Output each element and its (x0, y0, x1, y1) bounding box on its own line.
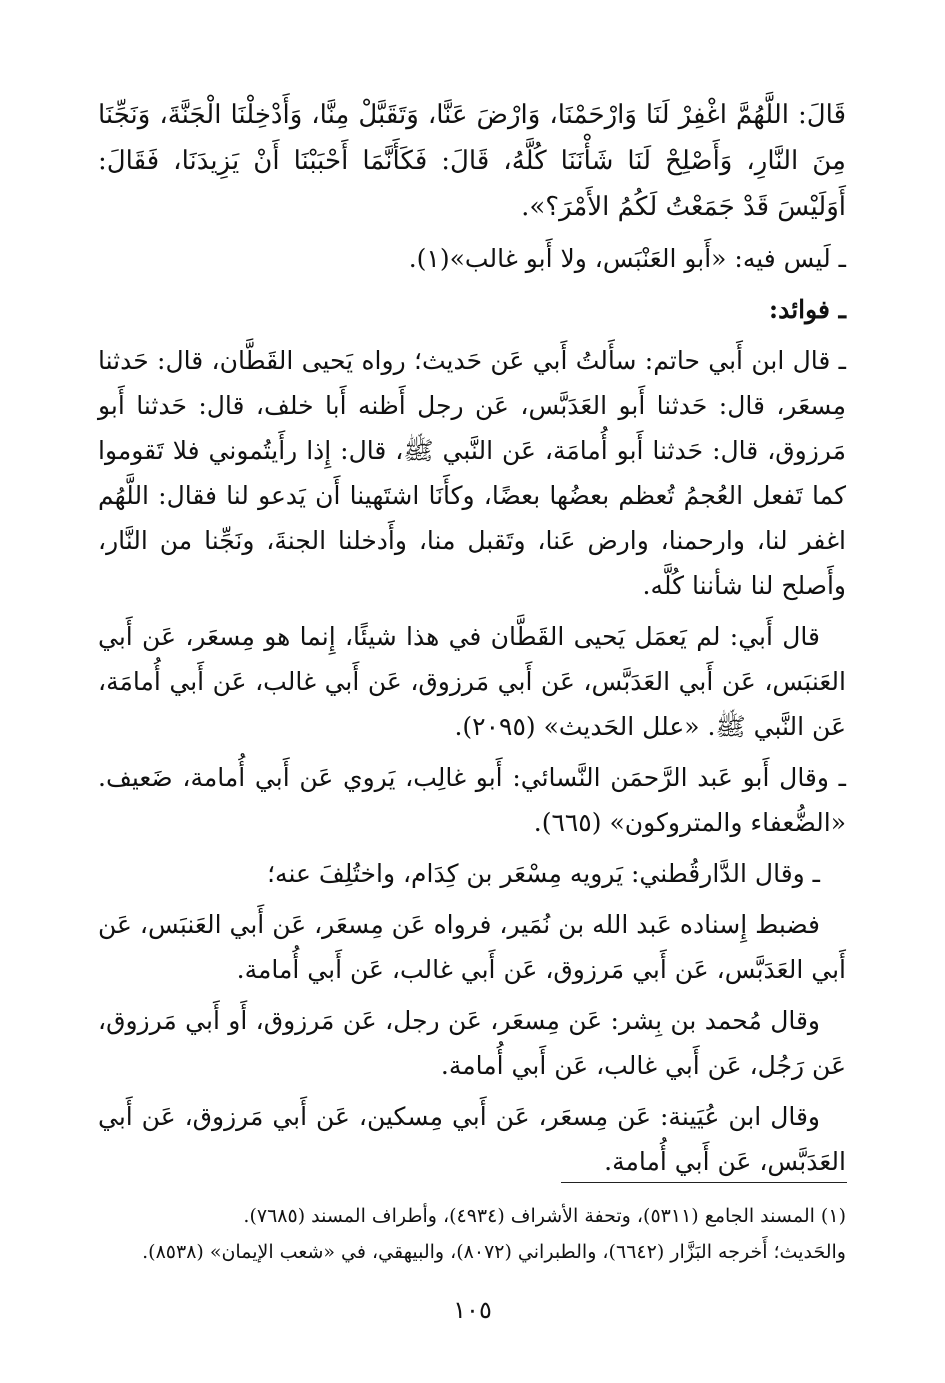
page-body (98, 92, 846, 1190)
hadith-text: قَالَ: اللَّهُمَّ اغْفِرْ لَنَا وَارْحَمْنَا، وَارْضَ عَنَّا، وَتَقَبَّلْ مِنَّا، وَأَدْخِلْنَا الْجَنَّةَ، وَنَجِّنَا مِنَ النَّارِ، وَأَصْلِحْ لَنَا شَأْنَنَا كُلَّهُ، قَالَ: فَكَأَنَّمَا أَحْبَبْنَا أَنْ يَزِيدَنَا، فَقَالَ: أَوَلَيْسَ قَدْ جَمَعْتُ لَكُمُ الأَمْرَ؟». (98, 100, 846, 222)
footnote-2: والحَديث؛ أَخرجه البَزَّار (٦٦٤٢)، والطبراني (٨٠٧٢)، والبيهقي، في «شعب الإيمان» (٨٥٣٨). (142, 1241, 846, 1263)
page-number: ١٠٥ (453, 1296, 492, 1324)
footnote-divider (561, 1182, 847, 1183)
paragraph-nasai: ـ وقال أَبو عَبد الرَّحمَن النَّسائي: أَبو غالِب، يَروي عَن أَبي أُمامة، ضَعيف. «الضُّعفاء والمتروكون» (٦٦٥). (98, 763, 846, 837)
paragraph-ibn-abi-hatim: ـ قال ابن أَبي حاتم: سأَلتُ أَبي عَن حَديث؛ رواه يَحيى القَطَّان، قال: حَدثنا مِسعَر، قال: حَدثنا أَبو العَدَبَّس، عَن رجل أَظنه أَبا خلف، قال: حَدثنا أَبو مَرزوق، قال: حَدثنا أَبو أُمامَة، عَن النَّبي ﷺ، قال: إِذا رأَيتُموني فلا تَقوموا كما تَفعل العُجمُ تُعظم بعضُها بعضًا، وكأَنَا اشتَهينا أَن يَدعو لنا فقال: اللَّهُم اغفر لنا، وارحمنا، وارض عَنا، وتَقبل منا، وأَدخلنا الجنةَ، ونَجِّنا من النَّار، وأَصلح لنا شأننا كُلَّه. (98, 346, 846, 600)
paragraph-abi-said: قال أَبي: لم يَعمَل يَحيى القَطَّان في هذا شيئًا، إِنما هو مِسعَر، عَن أَبي العَنبَس، عَن أَبي العَدَبَّس، عَن أَبي مَرزوق، عَن أَبي غالب، عَن أَبي أُمامَة، عَن النَّبي ﷺ. «علل الحَديث» (٢٠٩٥). (98, 622, 846, 741)
note-not-in-it: ـ لَيس فيه: «أَبو العَنْبَس، ولا أَبو غالب»(١). (408, 244, 846, 273)
paragraph-ibn-numayr: فضبط إِسناده عَبد الله بن نُمَير، فرواه عَن مِسعَر، عَن أَبي العَنبَس، عَن أَبي العَدَبَّس، عَن أَبي مَرزوق، عَن أَبي غالب، عَن أَبي أُمامة. (98, 910, 846, 984)
paragraph-muhammad-ibn-bishr: وقال مُحمد بن بِشر: عَن مِسعَر، عَن رجل، عَن مَرزوق، أَو أَبي مَرزوق، عَن رَجُل، عَن أَبي غالب، عَن أَبي أُمامة. (98, 1006, 846, 1080)
footnotes (98, 1198, 846, 1270)
section-heading-benefits: ـ فوائد: (768, 295, 846, 324)
paragraph-ibn-uyaynah: وقال ابن عُيَينة: عَن مِسعَر، عَن أَبي مِسكين، عَن أَبي مَرزوق، عَن أَبي العَدَبَّس، عَن أَبي أُمامة. (98, 1102, 846, 1176)
paragraph-daraqutni: ـ وقال الدَّارقُطني: يَرويه مِسْعَر بن كِدَام، واختُلِفَ عنه؛ (267, 859, 820, 888)
footnote-1: (١) المسند الجامع (٥٣١١)، وتحفة الأشراف (٤٩٣٤)، وأطراف المسند (٧٦٨٥). (243, 1205, 846, 1227)
